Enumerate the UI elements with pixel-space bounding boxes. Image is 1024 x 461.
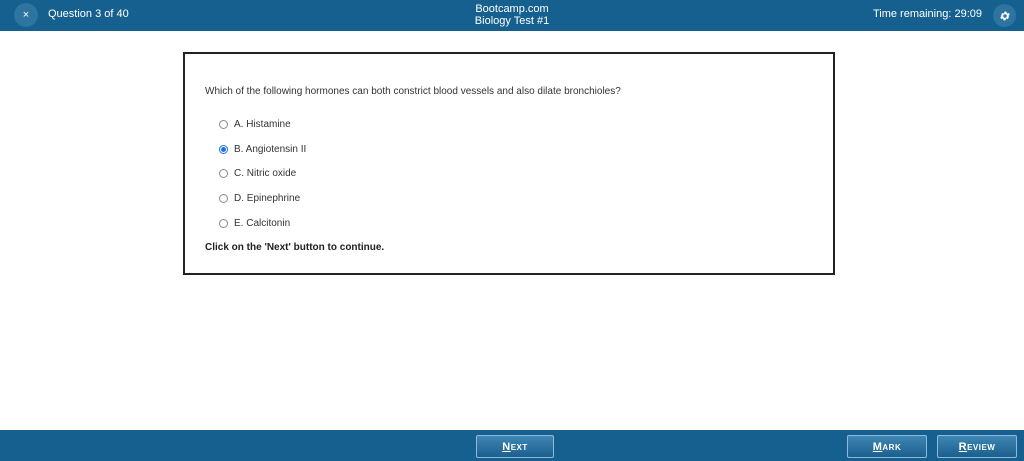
option-d[interactable]: [219, 186, 306, 211]
option-a[interactable]: [219, 112, 306, 137]
instruction-text: Click on the 'Next' button to continue.: [205, 242, 385, 253]
test-title: [412, 3, 612, 27]
settings-button[interactable]: [993, 4, 1016, 27]
question-panel: [183, 52, 835, 275]
option-label: C. Nitric oxide: [234, 168, 297, 180]
radio-button[interactable]: [219, 169, 228, 178]
option-c[interactable]: [219, 161, 306, 186]
option-label: D. Epinephrine: [234, 192, 301, 204]
close-icon: ×: [22, 9, 30, 21]
radio-button[interactable]: [219, 194, 228, 203]
review-button[interactable]: R eview: [937, 435, 1017, 458]
option-b[interactable]: [219, 137, 306, 162]
question-counter: Question 3 of 40: [48, 8, 129, 20]
mark-button[interactable]: M ark: [847, 435, 927, 458]
question-stem: Which of the following hormones can both constrict blood vessels and also dilate bronchioles?: [205, 86, 621, 97]
radio-button[interactable]: [219, 120, 228, 129]
next-button[interactable]: N ext: [476, 435, 554, 458]
option-label: E. Calcitonin: [234, 217, 291, 229]
radio-button[interactable]: [219, 145, 228, 154]
time-remaining: Time remaining: 29:09: [872, 8, 982, 20]
option-label: A. Histamine: [234, 118, 291, 130]
close-button[interactable]: [14, 3, 38, 27]
radio-button[interactable]: [219, 219, 228, 228]
top-bar: [0, 0, 1024, 31]
bottom-bar: [0, 430, 1024, 461]
option-e[interactable]: [219, 211, 306, 236]
answer-options: [219, 112, 306, 235]
test-name: Biology Test #1: [474, 15, 550, 27]
gear-icon: [999, 10, 1011, 22]
option-label: B. Angiotensin II: [234, 143, 307, 155]
site-name: Bootcamp.com: [475, 3, 549, 15]
